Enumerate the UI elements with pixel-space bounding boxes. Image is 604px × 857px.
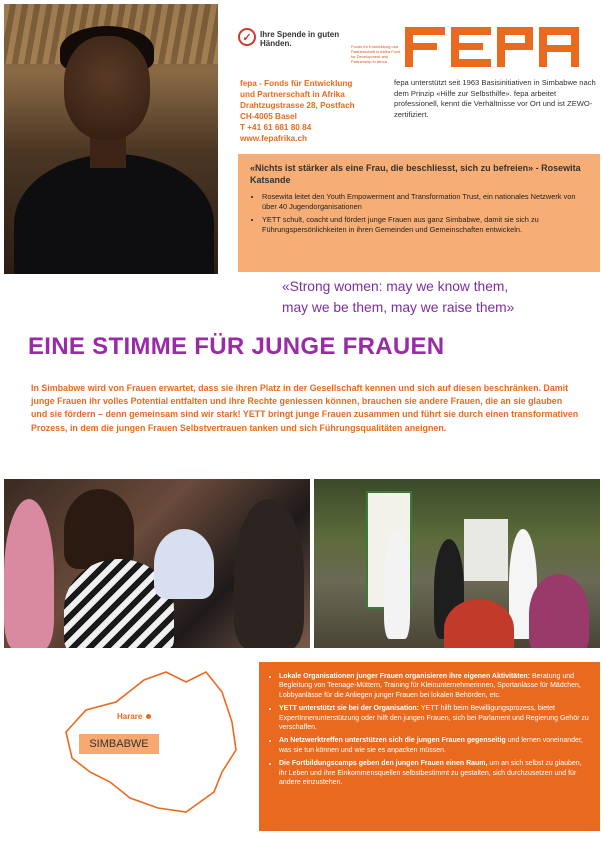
list-item: • YETT schult, coacht und fördert junge Frauen aus ganz Simbabwe, damit sie sich zu Führungspersönlichkeiten in ihren Gemeinden und Gemeinschaften entwickeln. xyxy=(262,215,588,235)
map-country-label: SIMBABWE xyxy=(79,734,159,754)
address-line: Drahtzugstrasse 28, Postfach xyxy=(240,101,355,110)
quote-text: «Nichts ist stärker als eine Frau, die beschliesst, sich zu befreien» - Rosewita Katsande xyxy=(250,163,581,185)
list-item: • An Netzwerktreffen unterstützen sich die jungen Frauen gegenseitig und lernen voneinander, was sie tun können und wie sie es anpacken müssen. xyxy=(279,736,590,755)
check-icon: ✓ xyxy=(238,28,256,46)
list-item: • Die Fortbildungscamps geben den jungen Frauen einen Raum, um an sich selbst zu glauben, ihr Leben und ihre Einkommensquellen selbstbestimmt zu gestalten, sich durchzusetzen und für andere einzustehen. xyxy=(279,759,590,787)
lead-paragraph: In Simbabwe wird von Frauen erwartet, dass sie ihren Platz in der Gesellschaft kennen und sich auf diesen beschränken. Damit junge Frauen ihr volles Potential entfalten und ihre Rechte geniessen können, brauchen sie andere Frauen, die an sie glauben und sie fördern – denn gemeinsam sind wir stark! YETT bringt junge Frauen zusammen und führt sie durch einen transformativen Prozess, in dem die jungen Frauen Selbstvertrauen tanken und sich Führungsqualitäten aneignen. xyxy=(31,383,579,433)
quote-bullets xyxy=(262,192,588,235)
fepa-logo xyxy=(405,27,580,67)
page-title: EINE STIMME FÜR JUNGE FRAUEN xyxy=(28,333,445,360)
activities-box xyxy=(259,662,600,831)
donation-badge-text: Ihre Spende in guten Händen. xyxy=(260,30,340,48)
contact-address xyxy=(240,78,390,144)
address-line: CH-4005 Basel xyxy=(240,112,297,121)
phone-number: T +41 61 681 80 84 xyxy=(240,123,312,132)
fepa-subtitle: Fonds für Entwicklung und Partnerschaft in Afrika Fund for Development and Partnership in Africa xyxy=(351,44,401,64)
activities-list xyxy=(279,672,590,787)
list-item: • Lokale Organisationen junger Frauen organisieren ihre eigenen Aktivitäten: Beratung und Begleitung von Teenage-Müttern, Training für Kleinunternehmerinnen, Sportanlässe für Mädchen, Lobbyanlässe für die Anliegen junger Frauen bei lokalen Behörden, etc. xyxy=(279,672,590,700)
list-item: • YETT unterstützt sie bei der Organisation: YETT hilft beim Bewilligungsprozess, bietet ExpertInnenunterstützung oder hilft den jungen Frauen, sich bei Parlament und Regierung Gehör zu verschaffen. xyxy=(279,704,590,732)
portrait-photo xyxy=(4,4,218,274)
motto-line: may we be them, may we raise them» xyxy=(282,300,515,315)
map-city-marker xyxy=(146,714,151,719)
motto-line: «Strong women: may we know them, xyxy=(282,279,509,294)
website-link[interactable]: www.fepafrika.ch xyxy=(240,134,308,143)
motto xyxy=(282,276,600,318)
map-city-label: Harare xyxy=(117,712,143,721)
organization-intro: fepa unterstützt seit 1963 Basisinitiativen in Simbabwe nach dem Prinzip «Hilfe zur Selbsthilfe». fepa arbeitet professionell, kennt die Verhältnisse vor Ort und ist ZEWO-zertifiziert. xyxy=(394,78,596,119)
workshop-photo xyxy=(314,479,600,648)
quote-box xyxy=(238,154,600,272)
group-photo-women xyxy=(4,479,310,648)
address-line: und Partnerschaft in Afrika xyxy=(240,90,345,99)
address-line: fepa - Fonds für Entwicklung xyxy=(240,79,353,88)
list-item: • Rosewita leitet den Youth Empowerment and Transformation Trust, ein nationales Netzwerk von über 40 Jugendorganisationen xyxy=(262,192,588,212)
